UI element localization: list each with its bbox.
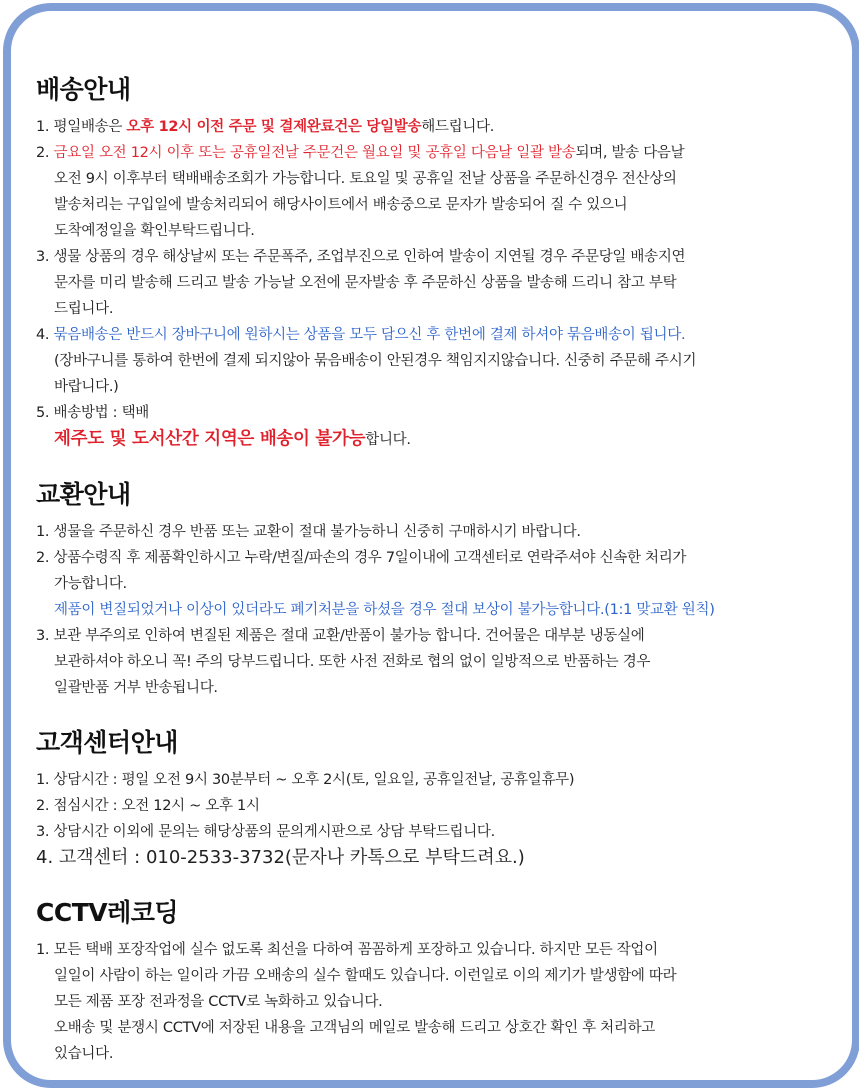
- exchange-title: 교환안내: [36, 480, 131, 509]
- cctv-item-1-line: 모든 제품 포장 전과정을 CCTV로 녹화하고 있습니다.: [54, 994, 383, 1010]
- shipping-item-2-line: 오전 9시 이후부터 택배배송조회가 가능합니다. 토요일 및 공휴일 전날 상품을 주문하신경우 전산상의: [54, 171, 677, 187]
- shipping-item-2-line: 발송처리는 구입일에 발송처리되어 해당사이트에서 배송중으로 문자가 발송되어 질 수 있으니: [54, 197, 628, 213]
- exchange-item-2: 2. 상품수령직 후 제품확인하시고 누락/변질/파손의 경우 7일이내에 고객센터로 연락주셔야 신속한 처리가: [36, 550, 687, 566]
- shipping-item-3: 3. 생물 상품의 경우 해상날씨 또는 주문폭주, 조업부진으로 인하여 발송이 지연될 경우 주문당일 배송지연: [36, 249, 686, 265]
- cctv-item-1: 1. 모든 택배 포장작업에 실수 없도록 최선을 다하여 꼼꼼하게 포장하고 있습니다. 하지만 모든 작업이: [36, 942, 658, 958]
- service-title: 고객센터안내: [36, 728, 178, 757]
- exchange-item-2-notice: 제품이 변질되었거나 이상이 있더라도 폐기처분을 하셨을 경우 절대 보상이 불가능합니다.(1:1 맞교환 원칙): [54, 602, 715, 618]
- service-section: [36, 725, 826, 871]
- shipping-item-4-line: (장바구니를 통하여 한번에 결제 되지않아 묶음배송이 안된경우 책임지지않습니다. 신중히 주문해 주시기: [54, 353, 697, 369]
- shipping-item-2-line: 도착예정일을 확인부탁드립니다.: [54, 223, 255, 239]
- service-item-hours: 1. 상담시간 : 평일 오전 9시 30분부터 ~ 오후 2시(토, 일요일, 공휴일전날, 공휴일휴무): [36, 772, 575, 788]
- shipping-item-3-line: 문자를 미리 발송해 드리고 발송 가능날 오전에 문자발송 후 주문하신 상품을 발송해 드리니 참고 부탁: [54, 275, 677, 291]
- cctv-item-1-line: 오배송 및 분쟁시 CCTV에 저장된 내용을 고객님의 메일로 발송해 드리고 상호간 확인 후 처리하고: [54, 1020, 656, 1036]
- shipping-item-1: 1. 평일배송은 오후 12시 이전 주문 및 결제완료건은 당일발송해드립니다.: [36, 119, 495, 135]
- shipping-title: 배송안내: [36, 75, 131, 104]
- notice-content: [36, 62, 826, 1091]
- service-item-phone: 4. 고객센터 : 010-2533-3732(문자나 카톡으로 부탁드려요.): [36, 847, 525, 868]
- shipping-item-5: 5. 배송방법 : 택배: [36, 405, 149, 421]
- cctv-section: [36, 895, 826, 1067]
- shipping-item-4-line: 바랍니다.): [54, 379, 119, 395]
- shipping-section: [36, 72, 826, 453]
- exchange-section: [36, 477, 826, 701]
- exchange-item-1: 1. 생물을 주문하신 경우 반품 또는 교환이 절대 불가능하니 신중히 구매하시기 바랍니다.: [36, 524, 581, 540]
- exchange-item-3-line: 일괄반품 거부 반송됩니다.: [54, 680, 218, 696]
- exchange-item-2-line: 가능합니다.: [54, 576, 127, 592]
- cctv-title: CCTV레코딩: [36, 898, 179, 927]
- shipping-item-4: 4. 묶음배송은 반드시 장바구니에 원하시는 상품을 모두 담으신 후 한번에 결제 하셔야 묶음배송이 됩니다.: [36, 327, 686, 343]
- service-item-inquiry: 3. 상담시간 이외에 문의는 해당상품의 문의게시판으로 상담 부탁드립니다.: [36, 824, 495, 840]
- exchange-item-3-line: 보관하셔야 하오니 꼭! 주의 당부드립니다. 또한 사전 전화로 협의 없이 일방적으로 반품하는 경우: [54, 654, 651, 670]
- cctv-item-1-line: 있습니다.: [54, 1046, 114, 1062]
- shipping-item-2: 2. 금요일 오전 12시 이후 또는 공휴일전날 주문건은 월요일 및 공휴일 다음날 일괄 발송되며, 발송 다음날: [36, 145, 685, 161]
- service-item-lunch: 2. 점심시간 : 오전 12시 ~ 오후 1시: [36, 798, 260, 814]
- shipping-item-5-warning: 제주도 및 도서산간 지역은 배송이 불가능합니다.: [54, 429, 411, 449]
- shipping-item-3-line: 드립니다.: [54, 301, 114, 317]
- exchange-item-3: 3. 보관 부주의로 인하여 변질된 제품은 절대 교환/반품이 불가능 합니다. 건어물은 대부분 냉동실에: [36, 628, 645, 644]
- cctv-item-1-line: 일일이 사람이 하는 일이라 가끔 오배송의 실수 할때도 있습니다. 이런일로 이의 제기가 발생함에 따라: [54, 968, 677, 984]
